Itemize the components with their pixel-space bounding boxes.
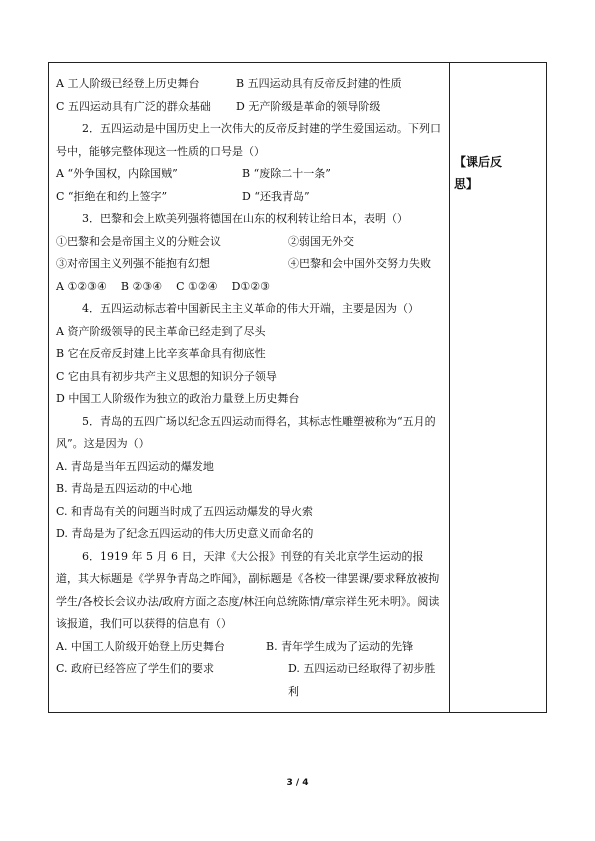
q5-option-b: B. 青岛是五四运动的中心地 xyxy=(56,482,193,495)
q3-stem: 3．巴黎和会上欧美列强将德国在山东的权利转让给日本，表明（） xyxy=(82,212,408,225)
q1-option-a: A 工人阶级已经登上历史舞台 xyxy=(56,77,200,90)
q6-option-b: B. 青年学生成为了运动的先锋 xyxy=(266,639,414,653)
reflection-label-line-1: 【课后反 xyxy=(454,155,503,169)
q3-statement-2: ②弱国无外交 xyxy=(288,234,354,248)
page-number: 3 / 4 xyxy=(286,778,309,788)
q6-options-row-2 xyxy=(56,658,444,703)
q5-stem: 5．青岛的五四广场以纪念五四运动而得名，其标志性雕塑被称为“五月的风”。这是因为（） xyxy=(56,414,436,450)
q1-options-row-1 xyxy=(56,73,444,96)
exercise-column xyxy=(56,73,444,703)
q4-option-d: D 中国工人阶级作为独立的政治力量登上历史舞台 xyxy=(56,392,300,405)
q2-option-a: A “外争国权，内除国贼” xyxy=(56,167,178,180)
q3-option-a: A ①②③④ xyxy=(56,279,107,293)
q2-options-row-1 xyxy=(56,163,444,186)
column-divider xyxy=(449,63,450,712)
q3-options-row xyxy=(56,276,444,299)
q3-statements-row-2 xyxy=(56,253,444,276)
reflection-label-line-2: 思】 xyxy=(454,177,479,191)
q2-options-row-2 xyxy=(56,186,444,209)
q5-option-c: C. 和青岛有关的问题当时成了五四运动爆发的导火索 xyxy=(56,504,314,518)
q6-option-a: A. 中国工人阶级开始登上历史舞台 xyxy=(56,639,225,653)
q3-statement-3: ③对帝国主义列强不能抱有幻想 xyxy=(56,257,210,270)
q6-option-d: D. 五四运动已经取得了初步胜利 xyxy=(288,662,436,698)
q5-option-a: A. 青岛是当年五四运动的爆发地 xyxy=(56,459,214,473)
q6-stem: 6．1919 年 5 月 6 日，天津《大公报》刊登的有关北京学生运动的报道，其大标题是《学界争青岛之昨闻》，副标题是《各校一律罢课/要求释放被拘学生/各校长会议办法/政府方面之态度/林汪向总统陈情/章宗祥生死未明》。阅读该报道，我们可以获得的信息有（） xyxy=(56,549,440,630)
q4-option-b: B 它在反帝反封建上比辛亥革命具有彻底性 xyxy=(56,347,266,360)
q1-option-b: B 五四运动具有反帝反封建的性质 xyxy=(236,77,402,90)
q3-option-c: C ①②④ xyxy=(176,279,218,293)
reflection-column xyxy=(454,151,534,195)
q3-statement-4: ④巴黎和会中国外交努力失败 xyxy=(288,257,431,270)
q6-option-c: C. 政府已经答应了学生们的要求 xyxy=(56,662,215,675)
q2-stem: 2．五四运动是中国历史上一次伟大的反帝反封建的学生爱国运动。下列口号中，能够完整体现这一性质的口号是（） xyxy=(56,122,441,158)
q3-statement-1: ①巴黎和会是帝国主义的分赃会议 xyxy=(56,234,221,248)
q2-option-c: C “拒绝在和约上签字” xyxy=(56,189,168,203)
q3-option-d: D①②③ xyxy=(231,279,270,293)
q1-option-c: C 五四运动具有广泛的群众基础 xyxy=(56,99,211,113)
q1-options-row-2 xyxy=(56,96,444,119)
q4-option-a: A 资产阶级领导的民主革命已经走到了尽头 xyxy=(56,324,266,338)
q5-option-d: D. 青岛是为了纪念五四运动的伟大历史意义而命名的 xyxy=(56,527,314,540)
q3-statements-row-1 xyxy=(56,231,444,254)
q1-option-d: D 无产阶级是革命的领导阶级 xyxy=(236,99,381,113)
q4-option-c: C 它由具有初步共产主义思想的知识分子领导 xyxy=(56,369,277,383)
q2-option-b: B “废除二十一条” xyxy=(242,167,331,180)
q3-option-b: B ②③④ xyxy=(120,279,163,293)
q2-option-d: D “还我青岛” xyxy=(242,189,310,203)
worksheet-table xyxy=(48,62,547,713)
q4-stem: 4．五四运动标志着中国新民主主义革命的伟大开端，主要是因为（） xyxy=(82,302,419,315)
q6-options-row-1 xyxy=(56,636,444,659)
